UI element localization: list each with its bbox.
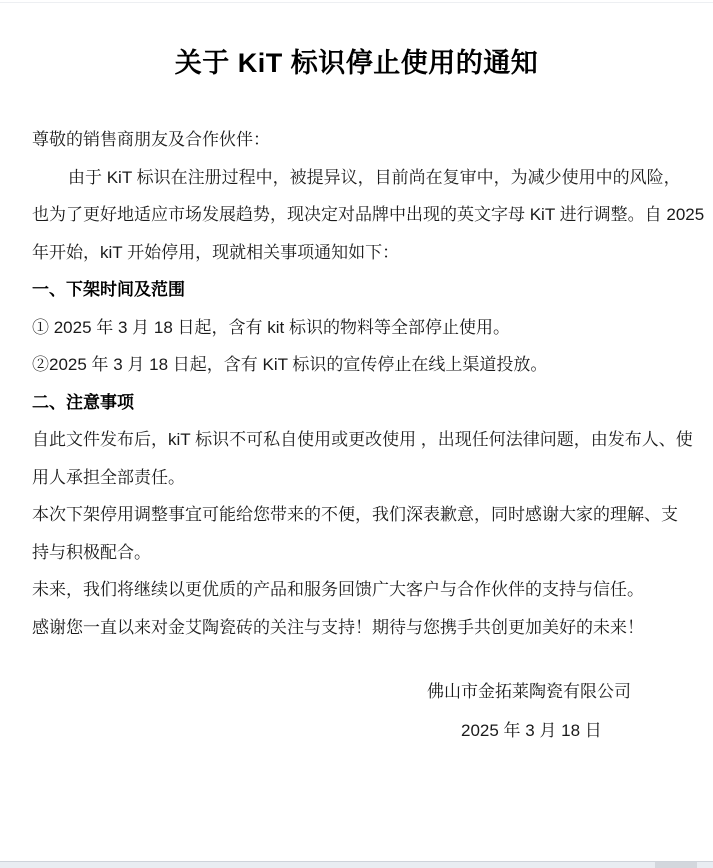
section2-line: 用人承担全部责任。	[32, 467, 185, 487]
intro-line: 也为了更好地适应市场发展趋势，现决定对品牌中出现的英文字母 KiT 进行调整。自 2025	[32, 205, 705, 224]
document-title: 关于 KiT 标识停止使用的通知	[174, 48, 539, 78]
horizontal-scrollbar-thumb[interactable]	[655, 862, 697, 868]
greeting-line: 尊敬的销售商朋友及合作伙伴：	[32, 130, 270, 149]
horizontal-scrollbar-track[interactable]	[0, 861, 713, 868]
section1-heading: 一、下架时间及范围	[32, 280, 185, 299]
document-body	[32, 121, 705, 646]
closing-line: 感谢您一直以来对金艾陶瓷砖的关注与支持！期待与您携手共创更加美好的未来！	[32, 617, 644, 637]
section1-item-1: ① 2025 年 3 月 18 日起，含有 kit 标识的物料等全部停止使用。	[32, 317, 510, 337]
section1-item-2: ②2025 年 3 月 18 日起，含有 KiT 标识的宣传停止在线上渠道投放。	[32, 355, 548, 374]
intro-line: 由于 KiT 标识在注册过程中，被提异议，目前尚在复审中，为减少使用中的风险，	[68, 167, 681, 187]
intro-line: 年开始，kiT 开始停用，现就相关事项通知如下：	[32, 242, 400, 262]
section2-heading: 二、注意事项	[32, 392, 134, 412]
top-edge-divider	[0, 2, 713, 3]
closing-line: 持与积极配合。	[32, 542, 151, 562]
signature-date: 2025 年 3 月 18 日	[461, 721, 602, 740]
closing-line: 本次下架停用调整事宜可能给您带来的不便，我们深表歉意，同时感谢大家的理解、支	[32, 505, 678, 524]
signature-company: 佛山市金拓莱陶瓷有限公司	[427, 682, 631, 701]
section2-line: 自此文件发布后，kiT 标识不可私自使用或更改使用 ，出现任何法律问题，由发布人、使	[32, 430, 693, 449]
closing-line: 未来，我们将继续以更优质的产品和服务回馈广大客户与合作伙伴的支持与信任。	[32, 580, 644, 599]
